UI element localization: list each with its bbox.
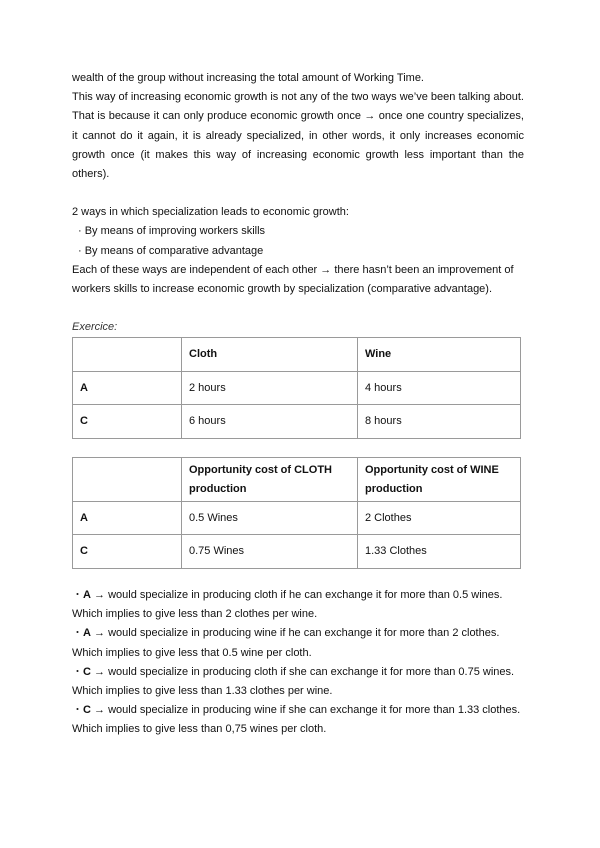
table-cell: 6 hours — [182, 405, 358, 439]
bullet-text: → would specialize in producing cloth if she can exchange it for more than 0.75 wines. — [90, 665, 515, 678]
list-item: · By means of improving workers skills — [78, 225, 266, 238]
paragraph-independent: Each of these ways are independent of each other → there hasn’t been an improvement of workers skills to increase economic growth by specialization (comparative advantage). — [72, 263, 514, 296]
table-row — [73, 405, 521, 439]
table-cell: 8 hours — [358, 405, 521, 439]
hours-table — [72, 337, 521, 439]
bullet-subject: C — [83, 704, 91, 717]
table-cell: A — [73, 371, 182, 405]
paragraph-two-ways: 2 ways in which specialization leads to economic growth: — [72, 206, 349, 219]
bullet-text: → would specialize in producing wine if he can exchange it for more than 2 clothes. — [90, 627, 500, 640]
table-header-cell: Opportunity cost of WINE production — [358, 457, 521, 501]
bullet-subject: C — [83, 665, 91, 678]
table-cell: C — [73, 535, 182, 569]
table-row — [73, 535, 521, 569]
table-header-row — [73, 338, 521, 372]
table-header-cell — [73, 338, 182, 372]
exercise-label: Exercice: — [72, 321, 118, 334]
bullet-subject: A — [83, 627, 91, 640]
bullet-item — [72, 586, 524, 605]
table-cell: C — [73, 405, 182, 439]
table-header-cell: Wine — [358, 338, 521, 372]
bullet-item — [72, 624, 524, 643]
table-row — [73, 371, 521, 405]
table-cell: 0.75 Wines — [182, 535, 358, 569]
bullet-note: Which implies to give less that 0.5 wine per cloth. — [72, 646, 312, 659]
bullet-text: → would specialize in producing cloth if he can exchange it for more than 0.5 wines. — [90, 588, 503, 601]
bullet-note: Which implies to give less than 2 clothes per wine. — [72, 608, 318, 621]
table-header-cell — [73, 457, 182, 501]
bullet-subject: A — [83, 588, 91, 601]
document-page — [72, 69, 524, 740]
table-row — [73, 501, 521, 535]
table-cell: 1.33 Clothes — [358, 535, 521, 569]
bullet-marker: ・ — [72, 627, 83, 640]
bullet-marker: ・ — [72, 588, 83, 601]
bullet-text: → would specialize in producing wine if she can exchange it for more than 1.33 clothes. — [90, 704, 521, 717]
table-cell: 2 Clothes — [358, 501, 521, 535]
bullet-marker: ・ — [72, 704, 83, 717]
bullet-note: Which implies to give less than 1.33 clothes per wine. — [72, 684, 333, 697]
table-cell: A — [73, 501, 182, 535]
table-header-cell: Cloth — [182, 338, 358, 372]
paragraph-growth-once: This way of increasing economic growth is not any of the two ways we’ve been talking about. That is because it can only produce economic growth once → once one country specializes, it cannot do it again, it is already specialized, in other words, it only increases economic growth once (it makes this way of increasing economic growth less important than the others). — [72, 91, 524, 181]
paragraph-wealth: wealth of the group without increasing the total amount of Working Time. — [72, 72, 424, 84]
bullet-list — [72, 586, 524, 740]
bullet-item — [72, 701, 524, 720]
opportunity-cost-table — [72, 457, 521, 569]
table-cell: 4 hours — [358, 371, 521, 405]
table-header-row — [73, 457, 521, 501]
table-header-cell: Opportunity cost of CLOTH production — [182, 457, 358, 501]
bullet-note: Which implies to give less than 0,75 wines per cloth. — [72, 723, 327, 736]
bullet-item — [72, 663, 524, 682]
table-cell: 2 hours — [182, 371, 358, 405]
bullet-marker: ・ — [72, 665, 83, 678]
list-item: · By means of comparative advantage — [78, 244, 264, 257]
table-cell: 0.5 Wines — [182, 501, 358, 535]
